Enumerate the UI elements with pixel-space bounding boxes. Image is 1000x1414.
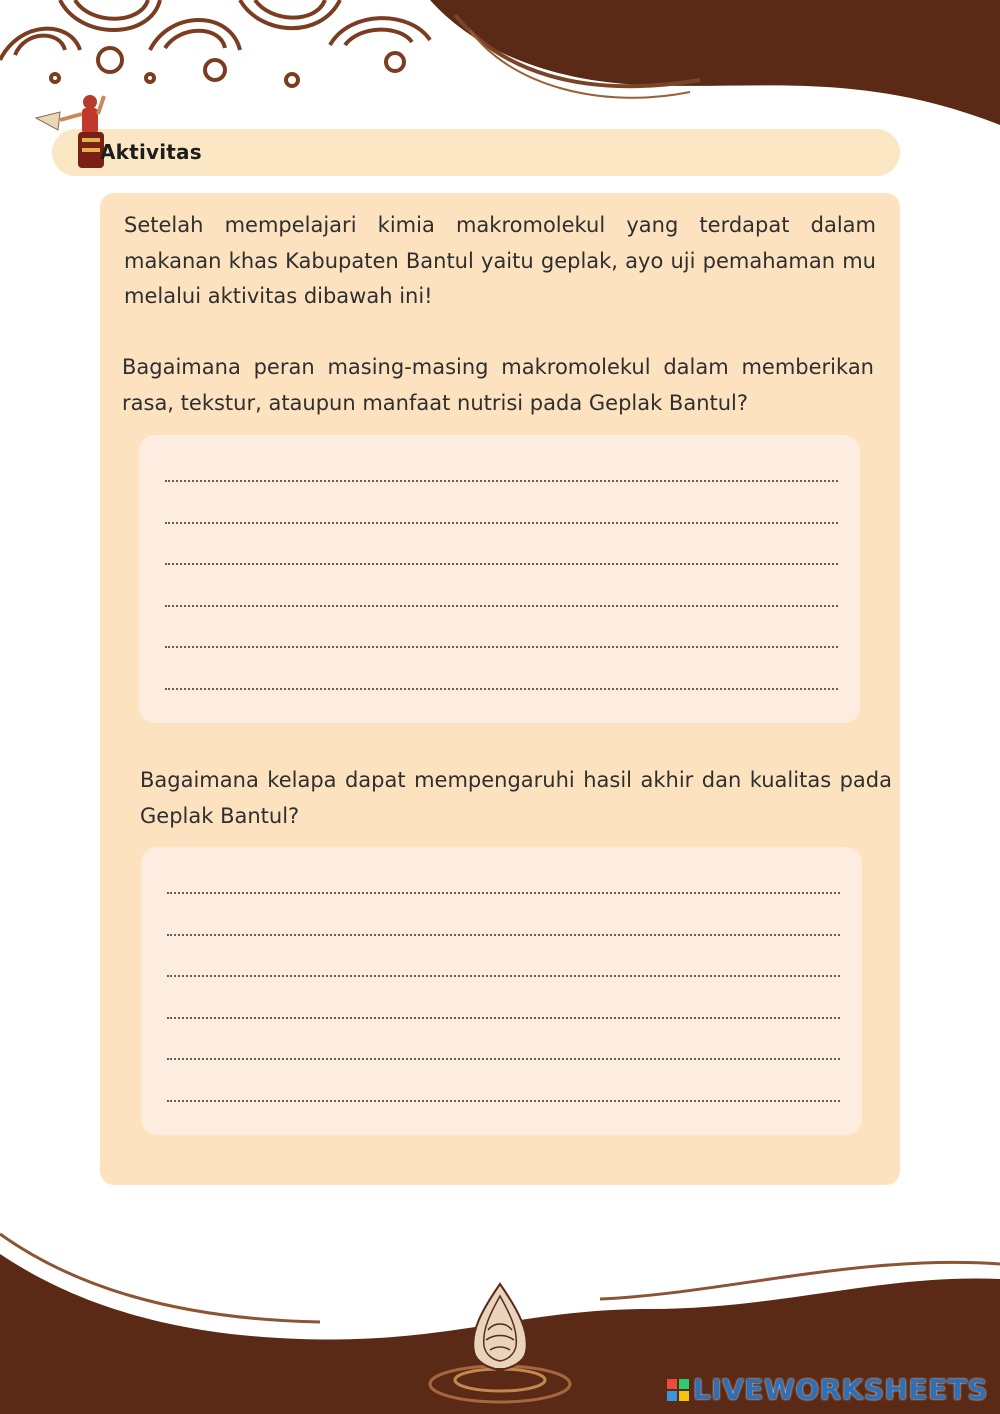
top-swirl-decoration: [0, 0, 1000, 125]
answer-input[interactable]: [167, 1024, 840, 1056]
answer-input[interactable]: [167, 900, 840, 932]
section-title: Aktivitas: [100, 140, 202, 164]
intro-paragraph: Setelah mempelajari kimia makromolekul yang terdapat dalam makanan khas Kabupaten Bantul yaitu geplak, ayo uji pemahaman mu melalui aktivitas dibawah ini!: [124, 213, 876, 308]
question-1: Bagaimana peran masing-masing makromolekul dalam memberikan rasa, tekstur, ataupun manfaat nutrisi pada Geplak Bantul?: [122, 355, 874, 415]
answer-line[interactable]: [167, 975, 840, 977]
answer-line[interactable]: [165, 563, 838, 565]
answer-input[interactable]: [167, 983, 840, 1015]
answer-line[interactable]: [165, 646, 838, 648]
answer-line[interactable]: [167, 1100, 840, 1102]
answer-line[interactable]: [167, 934, 840, 936]
liveworksheets-logo-icon: [667, 1379, 689, 1401]
answer-line[interactable]: [165, 480, 838, 482]
answer-line[interactable]: [167, 1017, 840, 1019]
watermark-text: LIVEWORKSHEETS: [692, 1373, 988, 1406]
gunungan-wayang-icon: [466, 1282, 534, 1382]
answer-input[interactable]: [167, 858, 840, 890]
question-2: Bagaimana kelapa dapat mempengaruhi hasil akhir dan kualitas pada Geplak Bantul?: [140, 768, 892, 828]
liveworksheets-logo: [667, 1373, 988, 1406]
answer-line[interactable]: [167, 1058, 840, 1060]
answer-input[interactable]: [167, 1066, 840, 1098]
answer-input[interactable]: [165, 488, 838, 520]
answer-line[interactable]: [165, 688, 838, 690]
answer-input[interactable]: [165, 654, 838, 686]
answer-line[interactable]: [167, 892, 840, 894]
answer-line[interactable]: [165, 522, 838, 524]
answer-input[interactable]: [165, 612, 838, 644]
answer-input[interactable]: [167, 941, 840, 973]
dancer-icon: [32, 88, 112, 178]
answer-line[interactable]: [165, 605, 838, 607]
answer-box-1: [139, 435, 860, 723]
answer-input[interactable]: [165, 529, 838, 561]
answer-input[interactable]: [165, 446, 838, 478]
answer-box-2: [141, 847, 862, 1135]
answer-input[interactable]: [165, 571, 838, 603]
